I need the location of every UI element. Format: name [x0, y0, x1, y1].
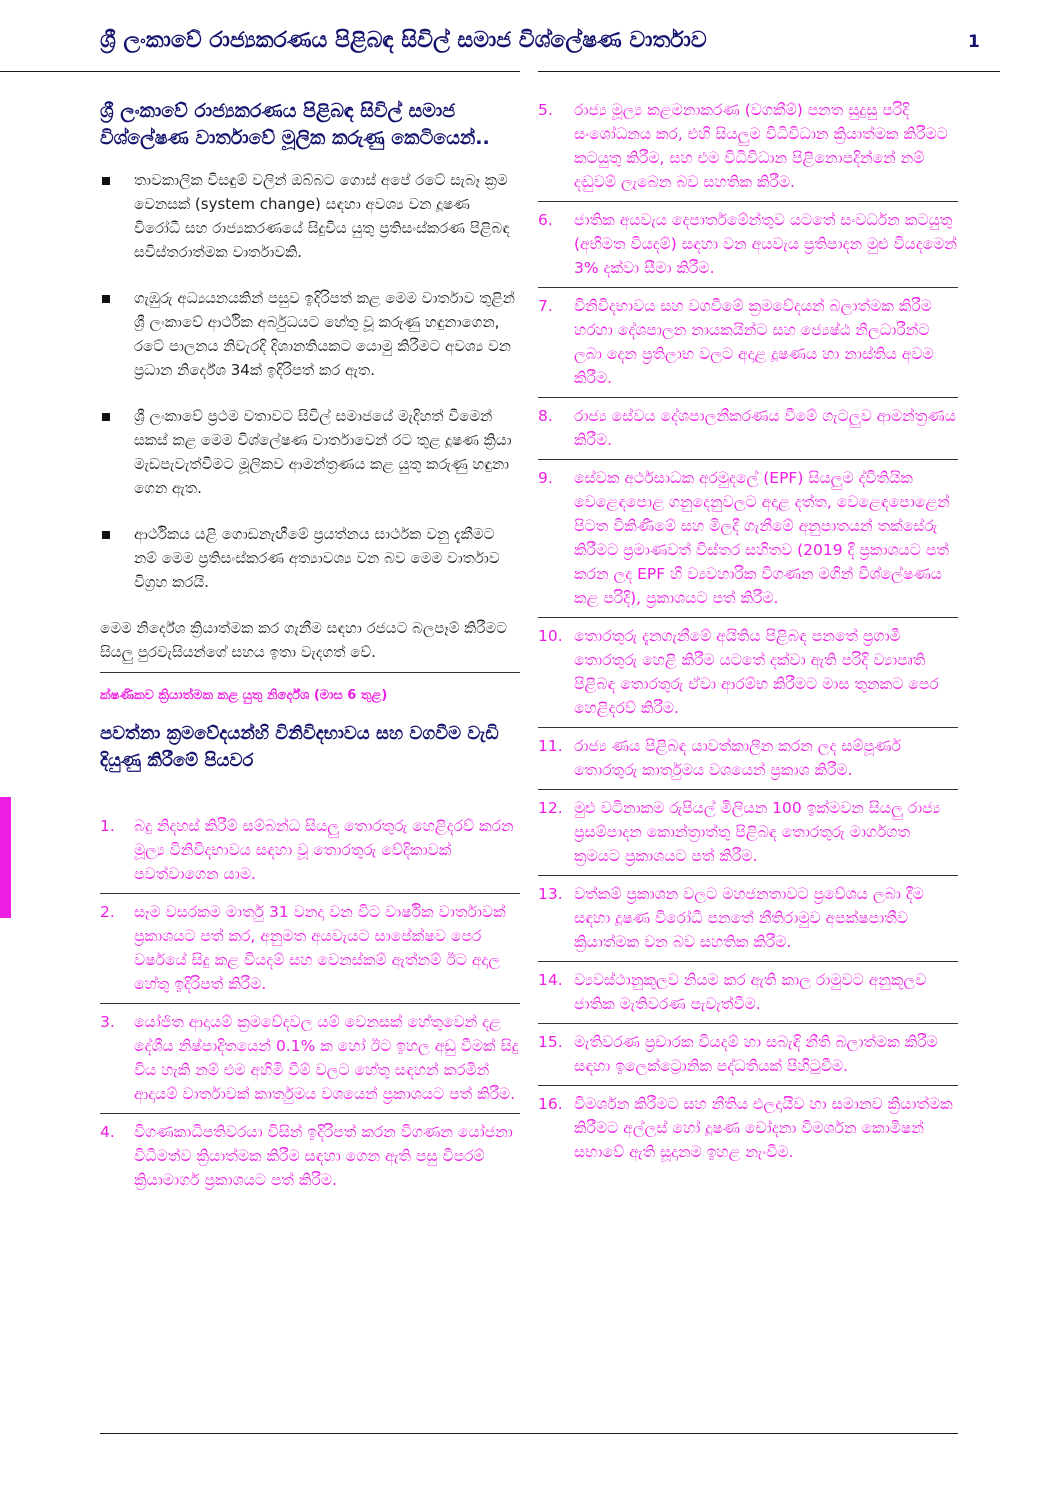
magenta-side-tab [0, 797, 11, 918]
recommendation-number: 5. [538, 101, 553, 119]
recommendation-item [538, 1086, 958, 1171]
recommendation-item [538, 98, 958, 202]
square-bullet-icon [102, 177, 110, 185]
recommendation-text: මැතිවරණ ප්‍රචාරක වියදම් හා සබැඳි නීති බලාත්මක කිරීම සඳහා ඉලෙක්ට්‍රොනික පද්ධතියක් පිහිටුවීම. [574, 1033, 938, 1075]
bullet-item [100, 404, 520, 500]
square-bullet-icon [102, 413, 110, 421]
bullet-text: තාවකාලික විසඳුම් වලින් ඔබ්බට ගොස් අපේ රටේ සැබෑ ක්‍රම වෙනසක් (system change) සඳහා අවශ්‍ය වන දූෂණ විරෝධී සහ රාජ්‍යකරණයේ සිදුවිය යුතු ප්‍රතිසංස්කරණ පිළිබඳ සවිස්තරාත්මක වාර්තාවකි. [134, 171, 510, 261]
recommendation-text: රාජ්‍ය මූල්‍ය කළමනාකරණ (වගකීම්) පනත සුදුසු පරිදි සංශෝධනය කර, එහි සියලුම විධිවිධාන ක්‍රියාත්මක කිරීමට කටයුතු කිරීම, සහ එම විධිවිධාන පිළිනොපදින්නේ නම් දඬුවම් ලැබෙන බව සහතික කිරීම. [574, 101, 948, 191]
recommendation-text: සේවක අර්ථසාධක අරමුදලේ (EPF) සියලුම ද්විතියික වෙළෙඳපොළ ගනුදෙනුවලට අදාළ දත්ත, වෙළෙඳපොළෙන් පිටත විකිණීමේ සහ මිලදී ගැනීමේ අනුපාතයන් තක්සේරු කිරීමට ප්‍රමාණවත් විස්තර සහිතව (2019 දී ප්‍රකාශයට පත් කරන ලද EPF හි ව්‍යවහාරික විගණන මගින් විශ්ලේෂණය කළ පරිදි), ප්‍රකාශයට පත් කිරීම. [574, 469, 950, 607]
footer-rule [100, 1433, 958, 1434]
recommendation-text: විමර්ශන කිරීමට සහ නීතිය එලදායීව හා සමානව ක්‍රියාත්මක කිරීමට අල්ලස් හෝ දූෂණ චෝදනා විමර්ශන කොමිෂන් සභාවේ ඇති සූදානම ඉහළ නැංවීම. [574, 1095, 953, 1161]
recommendation-number: 9. [538, 469, 553, 487]
intro-heading: ශ්‍රී ලංකාවේ රාජ්‍යකරණය පිළිබඳ සිවිල් සමාජ විශ්ලේෂණ වාර්තාවේ මූලික කරුණු කෙටියෙන්.. [100, 100, 490, 149]
recommendation-number: 10. [538, 627, 563, 645]
recommendation-item [100, 1114, 520, 1199]
recommendation-text: තොරතුරු දැනගැනීමේ අයිතිය පිළිබඳ පනතේ ප්‍රගාමී තොරතුරු හෙළි කිරීම යටතේ දක්වා ඇති පරිදි ව්‍යාපෘති පිළිබඳ තොරතුරු ඒවා ආරම්භ කිරීමට මාස තුනකට පෙර හෙළිදරව් කිරීම. [574, 627, 939, 717]
recommendation-item [100, 894, 520, 1004]
recommendation-number: 2. [100, 903, 115, 921]
page-number: 1 [968, 32, 980, 52]
recommendation-text: රාජ්‍ය සේවය දේශපාලනීකරණය වීමේ ගැටලුව ආමන්ත්‍රණය කිරීම. [574, 407, 956, 449]
bullet-text: ආර්ථිකය යළි ගොඩනැඟීමේ ප්‍රයත්නය සාර්ථක වනු දැකීමට නම් මෙම ප්‍රතිසංස්කරණ අත්‍යාවශ්‍ය වන බව මෙම වාර්තාව විග්‍රහ කරයි. [134, 525, 500, 591]
recommendation-number: 14. [538, 971, 563, 989]
recommendation-number: 16. [538, 1095, 563, 1113]
closing-paragraph: මෙම නිර්දේශ ක්‍රියාත්මක කර ගැනීම සඳහා රජයට බලපෑම් කිරීමට සියලු පුරවැසියන්ගේ සහය ඉතා වැදගත් වේ. [100, 616, 520, 673]
bullet-item [100, 522, 520, 594]
recommendation-number: 15. [538, 1033, 563, 1051]
bullet-item [100, 286, 520, 382]
recommendation-text: බදු නිදහස් කිරීම් සම්බන්ධ සියලු තොරතුරු හෙළිදරව් කරන මූල්‍ය විනිවිදභාවය සඳහා වූ තොරතුරු වේදිකාවක් පවත්වාගෙන යාම. [134, 817, 514, 883]
recommendation-text: ව්‍යවස්ථානුකූලව නියම කර ඇති කාල රාමුවට අනුකූලව ජාතික මැතිවරණ පැවැත්වීම. [574, 971, 927, 1013]
recommendation-item [538, 790, 958, 876]
urgent-recommendations-label: ක්ෂණිකව ක්‍රියාත්මක කළ යුතු නිර්දේශ (මාස 6 තුළ) [100, 688, 388, 703]
bullet-text: ශ්‍රී ලංකාවේ ප්‍රථම වතාවට සිවිල් සමාජයේ මැදිහත් වීමෙන් සකස් කළ මෙම විශ්ලේෂණ වාර්තාවෙන් රට තුළ දූෂණ ක්‍රියා මැඩපැවැත්වීමට මූලිකව ආමන්ත්‍රණය කළ යුතු කරුණු හඳුනා ගෙන ඇත. [134, 407, 512, 497]
recommendation-item [538, 1024, 958, 1086]
right-column [538, 98, 958, 1171]
recommendation-number: 11. [538, 737, 563, 755]
page-header-title: ශ්‍රී ලංකාවේ රාජ්‍යකරණය පිළිබඳ සිවිල් සමාජ විශ්ලේෂණ වාර්තාව [100, 28, 707, 53]
recommendation-item [538, 288, 958, 398]
recommendation-item [538, 876, 958, 962]
recommendation-number: 13. [538, 885, 563, 903]
recommendation-text: ජාතික අයවැය දෙපාර්තමේන්තුව යටතේ සංවර්ධන කටයුතු (අභිමත වියදම්) සඳහා වන අයවැය ප්‍රතිපාදන මුළු වියදමෙන් 3% දක්වා සීමා කිරීම. [574, 211, 957, 277]
recommendation-item [538, 202, 958, 288]
recommendation-item [538, 460, 958, 618]
recommendation-item [100, 814, 520, 894]
recommendation-number: 3. [100, 1013, 115, 1031]
header-rule-right [538, 71, 1000, 72]
recommendation-item [538, 962, 958, 1024]
left-column [100, 98, 520, 1199]
bullet-item [100, 168, 520, 264]
recommendation-text: විගණකාධිපතිවරයා විසින් ඉදිරිපත් කරන විගණන යෝජනා විධිමත්ව ක්‍රියාත්මක කිරීම සඳහා ගෙන ඇති පසු විපරම් ක්‍රියාමාර්ග ප්‍රකාශයට පත් කිරීම. [134, 1123, 513, 1189]
recommendation-number: 7. [538, 297, 553, 315]
square-bullet-icon [102, 531, 110, 539]
recommendation-text: රාජ්‍ය ණය පිළිබඳ යාවත්කාලීන කරන ලද සම්පූර්ණ තොරතුරු කාර්තුමය වශයෙන් ප්‍රකාශ කිරීම. [574, 737, 901, 779]
recommendation-item [538, 398, 958, 460]
bullet-text: ගැඹුරු අධ්‍යයනයකින් පසුව ඉදිරිපත් කළ මෙම වාර්තාව තුළින් ශ්‍රී ලංකාවේ ආර්ථික අර්බුධයට හේතු වූ කරුණු හඳුනාගෙන, රටේ පාලනය නිවැරදි දිශානතියකට යොමු කිරීමට අවශ්‍ය වන ප්‍රධාන නිර්දේශ 34ක් ඉදිරිපත් කර ඇත. [134, 289, 515, 379]
recommendation-number: 8. [538, 407, 553, 425]
section-heading: පවත්නා ක්‍රමවේදයන්හි විනිවිදභාවය සහ වගවීම වැඩි දියුණු කිරීමේ පියවර [100, 723, 499, 771]
recommendation-text: විනිවිදභාවය සහ වගවීමේ ක්‍රමවේදයන් බලාත්මක කිරීම හරහා දේශපාලන නායකයින්ට සහ ජ්‍යෙෂ්ඨ නිලධාරීන්ට ලබා දෙන ප්‍රතිලාභ වලට අදාළ දූෂණය හා නාස්තිය අවම කිරීම. [574, 297, 934, 387]
recommendation-item [100, 1004, 520, 1114]
recommendation-item [538, 618, 958, 728]
recommendation-number: 1. [100, 817, 115, 835]
intro-bullet-list [100, 168, 520, 594]
header-rule-left [0, 71, 520, 72]
recommendation-text: යෝජිත ආදායම් ක්‍රමවේදවල යම් වෙනසක් හේතුවෙන් දළ දේශීය නිෂ්පාදිතයෙන් 0.1% ක හෝ ඊට ඉහල අඩු වීමක් සිදු විය හැකි නම් එම අහිමි වීම් වලට හේතු සඳහන් කරමින් ආදායම් වාර්තාවක් කාර්තුමය වශයෙන් ප්‍රකාශයට පත් කිරීම. [134, 1013, 519, 1103]
recommendation-text: සෑම වසරකම මාර්තු 31 වනදා වන විට වාර්ෂික වාර්තාවක් ප්‍රකාශයට පත් කර, අනුමත අයවැයට සාපේක්ෂව පෙර වර්ෂයේ සිදු කළ වියදම් සහ වෙනස්කම් ඇත්නම් ඊට අදාල හේතු ඉදිරිපත් කිරීම. [134, 903, 506, 993]
recommendation-number: 12. [538, 799, 563, 817]
recommendation-item [538, 728, 958, 790]
recommendation-number: 6. [538, 211, 553, 229]
recommendation-text: වත්කම් ප්‍රකාශන වලට මහජනතාවට ප්‍රවේශය ලබා දීම සඳහා දූෂණ විරෝධී පනතේ නීතිරාමුව අපක්ෂපාතීව ක්‍රියාත්මක වන බව සහතික කිරීම. [574, 885, 924, 951]
square-bullet-icon [102, 295, 110, 303]
recommendation-number: 4. [100, 1123, 115, 1141]
recommendation-text: මුළු වටිනාකම රුපියල් මිලියන 100 ඉක්මවන සියලු රාජ්‍ය ප්‍රසම්පාදන කොන්ත්‍රාත්තු පිළිබඳ තොරතුරු මාර්ගගත ක්‍රමයට ප්‍රකාශයට පත් කිරීම. [574, 799, 941, 865]
